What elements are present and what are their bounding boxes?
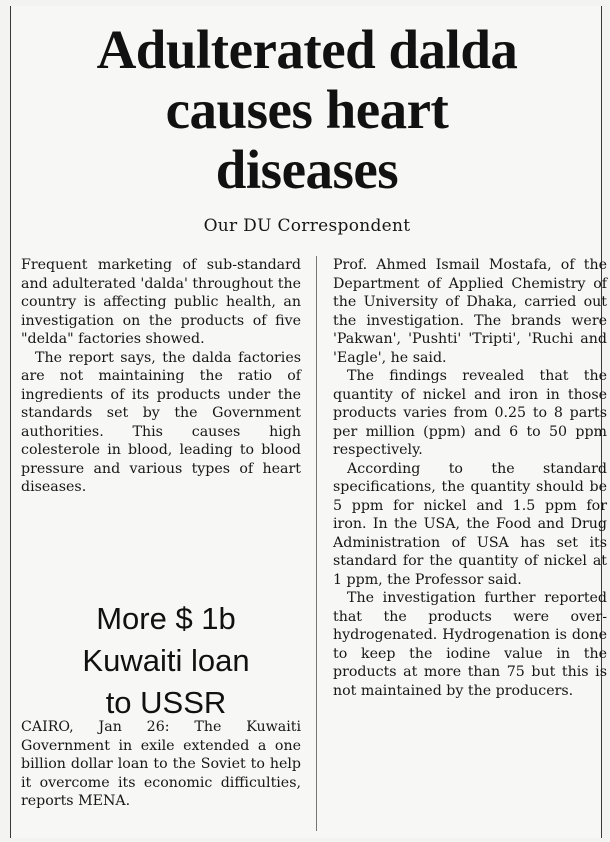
article-paragraph: Frequent marketing of sub-standard and adulterated 'dalda' throughout the country is affecting public health, an investigation on the products of five "delda" factories showed.	[21, 257, 302, 347]
article-paragraph: The investigation further reported that the products were over-hydrogenated. Hydrogenation is done to keep the iodine value in the products at more than 75 but this is not maintained by the producers.	[333, 590, 607, 699]
side-story-headline	[21, 598, 311, 724]
column-divider	[316, 256, 317, 831]
side-headline-line-1: More $ 1b	[96, 601, 236, 636]
article-paragraph: The findings revealed that the quantity of nickel and iron in those products varies from 0.25 to 8 parts per million (ppm) and 6 to 50 ppm respectively.	[333, 368, 607, 458]
side-story-body	[21, 718, 301, 811]
article-right-column	[333, 256, 607, 700]
byline: Our DU Correspondent	[203, 216, 411, 236]
newspaper-clipping	[10, 6, 607, 838]
article-paragraph: According to the standard specifications, the quantity should be 5 ppm for nickel and 1.5 ppm for iron. In the USA, the Food and Drug Administration of USA has set its standard for the quantity of nickel at 1 ppm, the Professor said.	[333, 460, 607, 588]
side-story-paragraph: CAIRO, Jan 26: The Kuwaiti Government in exile extended a one billion dollar loan to the Soviet to help it overcome its economic difficulties, reports MENA.	[21, 719, 301, 809]
main-headline	[11, 20, 603, 200]
headline-line-1: Adulterated dalda	[96, 19, 518, 80]
article-paragraph: Prof. Ahmed Ismail Mostafa, of the Department of Applied Chemistry of the University of Dhaka, carried out the investigation. The brands were 'Pakwan', 'Pushti' 'Tripti', 'Ruchi and 'Eagle', he said.	[333, 257, 607, 366]
article-paragraph: The report says, the dalda factories are not maintaining the ratio of ingredients of its products under the standards set by the Government authorities. This causes high colesterole in blood, leading to blood pressure and various types of heart diseases.	[21, 349, 301, 495]
side-headline-line-3: to USSR	[105, 685, 227, 720]
side-headline-line-2: Kuwaiti loan	[82, 643, 250, 678]
article-left-column	[21, 256, 301, 497]
headline-line-3: diseases	[215, 139, 399, 200]
headline-line-2: causes heart	[165, 79, 449, 140]
